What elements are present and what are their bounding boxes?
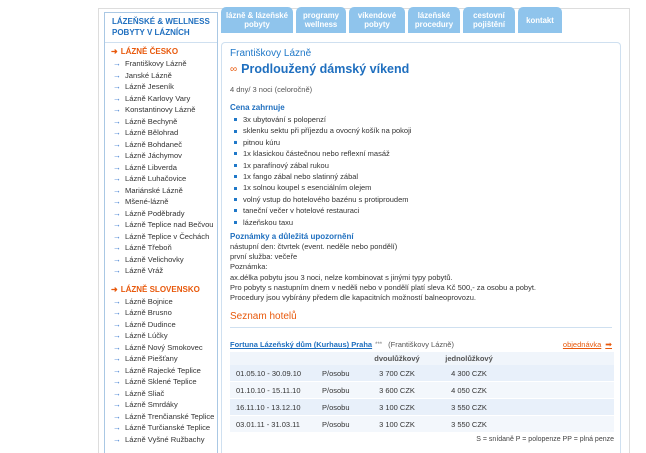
sidebar-item-sk-12[interactable] [113, 434, 217, 446]
includes-item [234, 194, 612, 205]
sidebar-item-label: Lázně Bojnice [125, 296, 173, 306]
notes-heading: Poznámky a důležitá upozornění [230, 232, 354, 242]
sidebar-item-label: Lázně Vráž [125, 266, 164, 275]
sidebar-item-label: Lázně Libverda [125, 162, 177, 172]
sidebar-item-cz-18[interactable] [113, 265, 217, 277]
includes-item-text: lázeňskou taxu [243, 217, 294, 227]
sidebar-item-cz-7[interactable] [113, 139, 217, 151]
bullet-icon [234, 164, 237, 167]
tab-spa-stays[interactable]: lázně & lázeňské pobyty [221, 7, 293, 33]
bullet-icon [234, 152, 237, 155]
bullet-icon [234, 187, 237, 190]
includes-item [234, 217, 612, 228]
sidebar-item-label: Lázně Trenčianské Teplice [125, 411, 215, 421]
cell-dates: 16.11.10 - 13.12.10 [230, 399, 321, 416]
sidebar-item-sk-5[interactable] [113, 353, 217, 365]
table-row [230, 399, 614, 416]
cell-double: 3 100 CZK [361, 416, 433, 433]
sidebar-item-cz-1[interactable] [113, 70, 217, 82]
sidebar-item-cz-17[interactable] [113, 254, 217, 266]
sidebar-item-sk-4[interactable] [113, 342, 217, 354]
sidebar-item-sk-9[interactable] [113, 399, 217, 411]
sidebar-item-cz-11[interactable] [113, 185, 217, 197]
sidebar-item-cz-13[interactable] [113, 208, 217, 220]
sidebar-item-cz-5[interactable] [113, 116, 217, 128]
sidebar-item-label: Lázně Třeboň [125, 243, 172, 252]
sidebar-item-label: Lázně Bohdaneč [125, 139, 183, 149]
includes-item [234, 160, 612, 171]
arrow-right-icon: → [113, 185, 121, 195]
sidebar-item-label: Lázně Teplice nad Bečvou [125, 220, 214, 229]
meal-legend: S = snídaně P = polopenze PP = plná penze [476, 436, 614, 444]
arrow-right-icon: → [113, 128, 121, 137]
sidebar-item-cz-16[interactable] [113, 242, 217, 254]
arrow-right-icon: → [113, 174, 121, 183]
arrow-right-icon: → [113, 59, 121, 68]
includes-item-text: 1x parafínový zábal rukou [243, 160, 329, 170]
tab-weekend-stays[interactable]: víkendové pobyty [349, 7, 405, 33]
note-line: Procedury jsou vybírány předem dle kapacitních možností balneoprovozu. [230, 293, 476, 303]
arrow-right-icon: → [113, 139, 121, 149]
place-name: Františkovy Lázně [230, 48, 312, 59]
includes-item-text: pitnou kúru [243, 137, 281, 147]
table-row [230, 382, 614, 399]
region-heading-czech[interactable] [111, 47, 217, 56]
arrow-right-icon: → [113, 411, 121, 421]
includes-item-text: 1x solnou koupel s esenciálním olejem [243, 183, 372, 193]
arrow-right-icon: → [113, 342, 121, 352]
cell-empty [505, 399, 614, 416]
includes-item [234, 171, 612, 182]
sidebar-item-label: Lázně Sklené Teplice [125, 377, 197, 386]
sidebar-item-label: Lázně Poděbrady [125, 208, 185, 218]
includes-item [234, 205, 612, 216]
sidebar-item-label: Lázně Brusno [125, 308, 172, 317]
arrow-right-icon: → [113, 116, 121, 126]
column-header-single: jednolůžkový [433, 352, 505, 365]
cell-empty [505, 416, 614, 433]
duration: 4 dny/ 3 noci (celoročně) [230, 85, 313, 94]
sidebar-item-label: Janské Lázně [125, 70, 172, 80]
tab-travel-insurance[interactable]: cestovní pojištění [463, 7, 515, 33]
bullet-icon [234, 209, 237, 212]
cell-per: P/osobu [321, 365, 361, 382]
includes-item-text: 3x ubytování s polopenzí [243, 115, 326, 124]
hotel-stars: *** [375, 341, 383, 348]
price-table [230, 352, 614, 433]
arrow-right-icon: → [113, 151, 121, 160]
region-heading-slovakia[interactable] [111, 285, 217, 294]
cell-single: 3 550 CZK [433, 416, 505, 433]
note-line: první služba: večeře [230, 252, 298, 262]
arrow-right-icon: → [113, 388, 121, 398]
arrow-right-icon: → [113, 208, 121, 218]
sidebar-item-label: Lázně Bělohrad [125, 128, 179, 137]
sidebar-item-cz-4[interactable] [113, 104, 217, 116]
note-line: ax.délka pobytu jsou 3 noci, nelze kombinovat s jinými typy pobytů. [230, 272, 453, 282]
sidebar-item-label: Lázně Rajecké Teplice [125, 365, 201, 375]
sidebar-item-label: Lázně Lúčky [125, 331, 168, 340]
sidebar-item-label: Františkovy Lázně [125, 59, 187, 68]
sidebar-item-sk-6[interactable] [113, 365, 217, 377]
arrow-right-icon: → [113, 319, 121, 329]
sidebar-item-label: Lázně Turčianské Teplice [125, 423, 211, 432]
sidebar-item-label: Lázně Dudince [125, 319, 176, 329]
arrow-right-icon: ➜ [111, 47, 118, 56]
arrow-right-icon: → [113, 82, 121, 91]
table-row [230, 365, 614, 382]
sidebar-item-label: Konstantinovy Lázně [125, 105, 196, 114]
arrow-right-icon: ➜ [111, 284, 118, 294]
note-line: Poznámka: [230, 262, 268, 272]
sidebar-item-label: Lázně Piešťany [125, 354, 178, 363]
sidebar-item-label: Lázně Velichovky [125, 254, 184, 264]
includes-item [234, 137, 612, 148]
includes-item [234, 114, 612, 125]
hotel-city: (Františkovy Lázně) [388, 340, 454, 350]
cell-dates: 03.01.11 - 31.03.11 [230, 416, 321, 433]
table-row [230, 416, 614, 433]
hotel-link[interactable]: Fortuna Lázeňský dům (Kurhaus) Praha [230, 340, 373, 350]
sidebar-item-label: Lázně Karlovy Vary [125, 93, 191, 103]
arrow-right-icon: → [113, 254, 121, 264]
offer-title-text: Prodloužený dámský víkend [241, 62, 410, 76]
note-line: nástupní den: čtvrtek (event. neděle nebo pondělí) [230, 242, 398, 252]
sidebar-item-cz-6[interactable] [113, 127, 217, 139]
region-label: LÁZNĚ ČESKO [120, 47, 179, 56]
tab-wellness-programs[interactable]: programy wellness [296, 7, 346, 33]
link-chain-icon: ∞ [230, 63, 238, 75]
sidebar-item-label: Lázně Teplice v Čechách [125, 231, 210, 241]
bullet-icon [234, 221, 237, 224]
offer-title [230, 62, 612, 76]
sidebar-item-cz-10[interactable] [113, 173, 217, 185]
sidebar-item-sk-10[interactable] [113, 411, 217, 423]
includes-item-text: 1x klasickou částečnou nebo reflexní masáž [243, 149, 390, 159]
sidebar-item-cz-9[interactable] [113, 162, 217, 174]
includes-list [230, 114, 612, 228]
sidebar-item-sk-2[interactable] [113, 319, 217, 331]
sidebar-item-label: Lázně Nový Smokovec [125, 342, 203, 352]
sidebar-item-cz-15[interactable] [113, 231, 217, 243]
hotel-row [230, 340, 612, 349]
sidebar-item-cz-8[interactable] [113, 150, 217, 162]
cell-dates: 01.10.10 - 15.11.10 [230, 382, 321, 399]
includes-heading: Cena zahrnuje [230, 103, 285, 112]
cell-double: 3 600 CZK [361, 382, 433, 399]
sidebar-item-label: Lázně Vyšné Ružbachy [125, 434, 205, 444]
top-tabs [221, 7, 562, 35]
arrow-right-icon: → [113, 105, 121, 114]
sidebar-item-cz-3[interactable] [113, 93, 217, 105]
sidebar-list-slovakia [105, 296, 217, 446]
arrow-right-icon: → [113, 296, 121, 306]
sidebar-item-sk-11[interactable] [113, 422, 217, 434]
arrow-right-icon: → [113, 423, 121, 432]
cell-empty [505, 382, 614, 399]
hotels-heading: Seznam hotelů [230, 311, 612, 328]
sidebar-item-label: Lázně Jáchymov [125, 151, 182, 160]
includes-item-text: taneční večer v hotelové restauraci [243, 206, 360, 216]
bullet-icon [234, 198, 237, 201]
sidebar-item-label: Mariánské Lázně [125, 185, 183, 195]
cell-empty [505, 365, 614, 382]
arrow-right-icon: → [113, 365, 121, 375]
sidebar-item-label: Mšené-lázně [125, 197, 169, 206]
bullet-icon [234, 130, 237, 133]
sidebar-item-label: Lázně Jeseník [125, 82, 174, 91]
cell-dates: 01.05.10 - 30.09.10 [230, 365, 321, 382]
includes-item [234, 125, 612, 136]
arrow-right-icon: → [113, 70, 121, 80]
sidebar [104, 12, 218, 453]
includes-item [234, 148, 612, 159]
cell-single: 3 550 CZK [433, 399, 505, 416]
arrow-right-icon: → [113, 434, 121, 444]
arrow-right-icon: → [113, 243, 121, 252]
arrow-right-icon: → [113, 266, 121, 275]
tab-contact[interactable]: kontakt [518, 7, 562, 33]
arrow-right-icon: → [113, 231, 121, 241]
sidebar-item-label: Lázně Luhačovice [125, 174, 187, 183]
main-content [221, 42, 621, 453]
region-label: LÁZNĚ SLOVENSKO [120, 284, 200, 294]
sidebar-item-sk-3[interactable] [113, 330, 217, 342]
sidebar-list-czech [105, 58, 217, 277]
arrow-right-icon: → [113, 220, 121, 229]
includes-item-text: sklenku sektu při příjezdu a ovocný košík na pokoji [243, 126, 412, 136]
arrow-right-icon: → [113, 354, 121, 363]
arrow-right-icon: → [113, 377, 121, 386]
cell-single: 4 300 CZK [433, 365, 505, 382]
note-line: Pro pobyty s nastupním dnem v neděli nebo v pondělí platí sleva Kč 500,- za osobu a pobyt. [230, 282, 537, 292]
sidebar-item-cz-14[interactable] [113, 219, 217, 231]
bullet-icon [234, 175, 237, 178]
notes-text [230, 242, 612, 303]
cell-double: 3 700 CZK [361, 365, 433, 382]
sidebar-item-sk-1[interactable] [113, 307, 217, 319]
cell-per: P/osobu [321, 416, 361, 433]
includes-item-text: 1x fango zábal nebo slatinný zábal [243, 172, 359, 182]
sidebar-item-label: Lázně Smrdáky [125, 400, 178, 409]
arrow-right-icon: → [113, 308, 121, 317]
arrow-right-icon: → [113, 93, 121, 103]
cell-single: 4 050 CZK [433, 382, 505, 399]
bullet-icon [234, 141, 237, 144]
sidebar-item-cz-2[interactable] [113, 81, 217, 93]
arrow-right-icon: → [113, 331, 121, 340]
arrow-right-icon: → [113, 197, 121, 206]
arrow-right-icon: → [113, 400, 121, 409]
tab-spa-procedures[interactable]: lázeňské procedury [408, 7, 460, 33]
includes-item [234, 182, 612, 193]
cell-double: 3 100 CZK [361, 399, 433, 416]
cell-per: P/osobu [321, 399, 361, 416]
order-link[interactable] [563, 340, 612, 349]
sidebar-item-sk-0[interactable] [113, 296, 217, 308]
column-header-double: dvoulůžkový [361, 352, 433, 365]
arrow-right-icon: ➡ [605, 340, 612, 350]
sidebar-item-cz-12[interactable] [113, 196, 217, 208]
sidebar-item-cz-0[interactable] [113, 58, 217, 70]
sidebar-item-label: Lázně Bechyně [125, 116, 178, 126]
sidebar-item-sk-8[interactable] [113, 388, 217, 400]
sidebar-item-sk-7[interactable] [113, 376, 217, 388]
order-label: objednávka [562, 340, 602, 350]
sidebar-item-label: Lázně Sliač [125, 388, 165, 398]
cell-per: P/osobu [321, 382, 361, 399]
arrow-right-icon: → [113, 162, 121, 172]
includes-item-text: volný vstup do hotelového bazénu s protiproudem [243, 194, 409, 204]
sidebar-heading: LÁZEŇSKÉ & WELLNESS POBYTY V LÁZNÍCH [105, 13, 217, 43]
bullet-icon [234, 118, 237, 121]
